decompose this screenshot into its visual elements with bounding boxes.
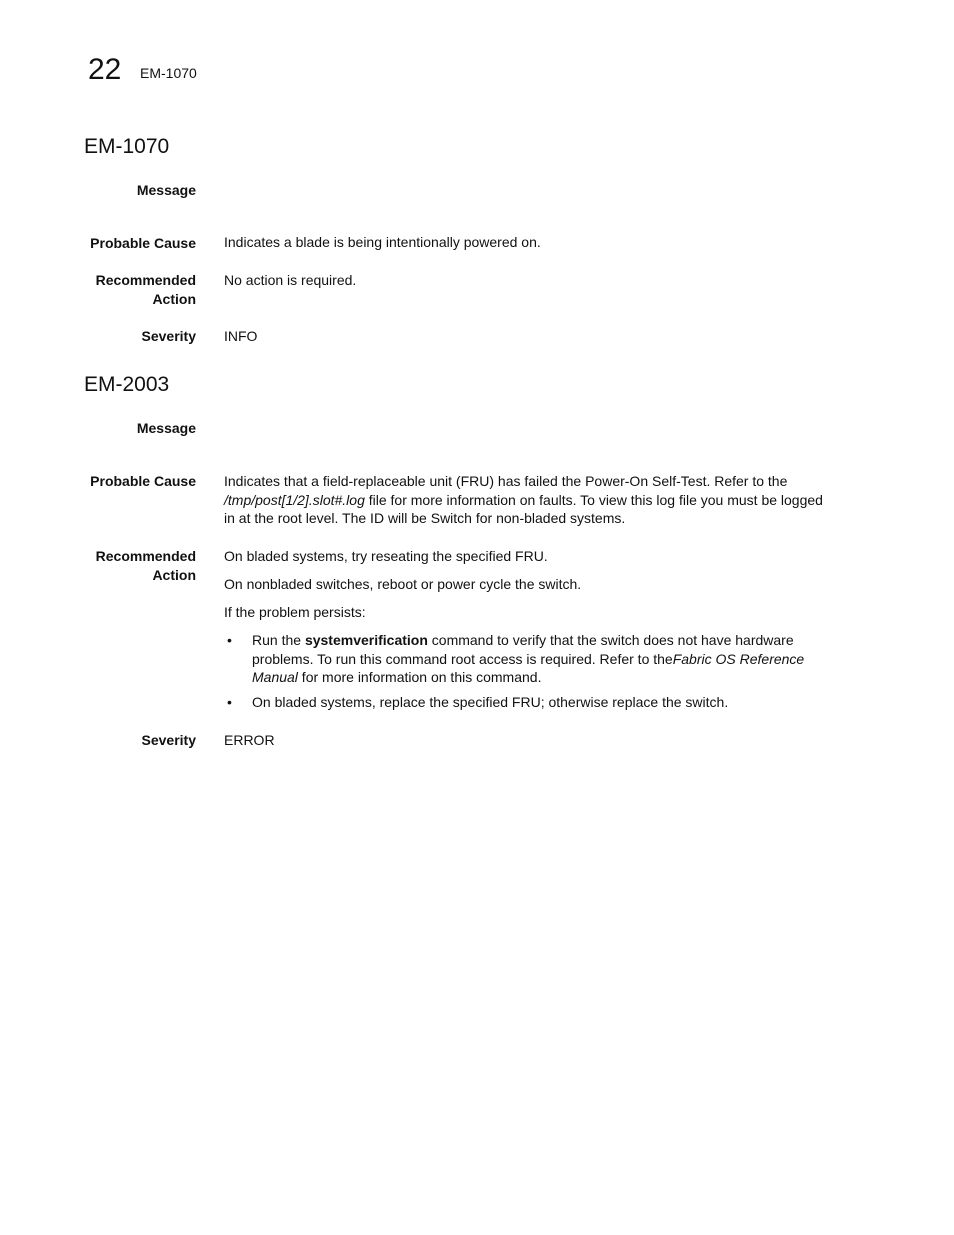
severity-label: Severity [141,328,196,344]
text-fragment: for more information on this command. [297,669,542,685]
label-line: Action [152,291,196,307]
recommended-action-label [96,547,196,585]
manual-reference: Manual [252,669,298,685]
text-fragment: problems. To run this command root access is required. Refer to the [252,650,673,667]
running-title: EM-1070 [140,65,197,81]
bullet-item: On bladed systems, replace the specified FRU; otherwise replace the switch. [252,694,729,710]
action-paragraph: If the problem persists: [224,604,366,620]
severity-value: INFO [224,328,258,344]
command-name: systemverification [304,632,428,648]
log-file-path: /tmp/post[1/2].slot#.log [224,491,365,508]
action-paragraph: On bladed systems, try reseating the specified FRU. [224,548,548,564]
label-line: Action [152,567,196,583]
text-fragment: command to verify that the switch does not have hardware [427,632,794,648]
recommended-action-text: No action is required. [224,272,357,288]
probable-cause-label: Probable Cause [90,235,196,251]
chapter-number: 22 [88,53,122,86]
text-fragment: Run the [252,632,305,648]
entry-heading: EM-2003 [84,373,170,396]
action-paragraph: On nonbladed switches, reboot or power cycle the switch. [224,576,582,592]
recommended-action-label [96,271,196,309]
bullet-icon: • [227,694,232,710]
severity-label: Severity [141,732,196,748]
text-line: in at the root level. The ID will be Switch for non-bladed systems. [224,510,626,526]
text-fragment: file for more information on faults. To view this log file you must be logged [364,491,823,508]
message-label: Message [136,420,196,436]
entry-heading: EM-1070 [84,135,170,158]
manual-reference: Fabric OS Reference [672,650,805,667]
text-line: Indicates that a field-replaceable unit (FRU) has failed the Power-On Self-Test. Refer to the [224,473,788,489]
label-line: Recommended [95,272,196,288]
message-label: Message [136,182,196,198]
label-line: Recommended [95,548,196,564]
probable-cause-text [224,472,874,528]
probable-cause-label: Probable Cause [90,473,196,489]
severity-value: ERROR [224,732,275,748]
probable-cause-text: Indicates a blade is being intentionally powered on. [224,234,541,250]
bullet-icon: • [227,632,232,648]
bullet-item [252,631,872,687]
